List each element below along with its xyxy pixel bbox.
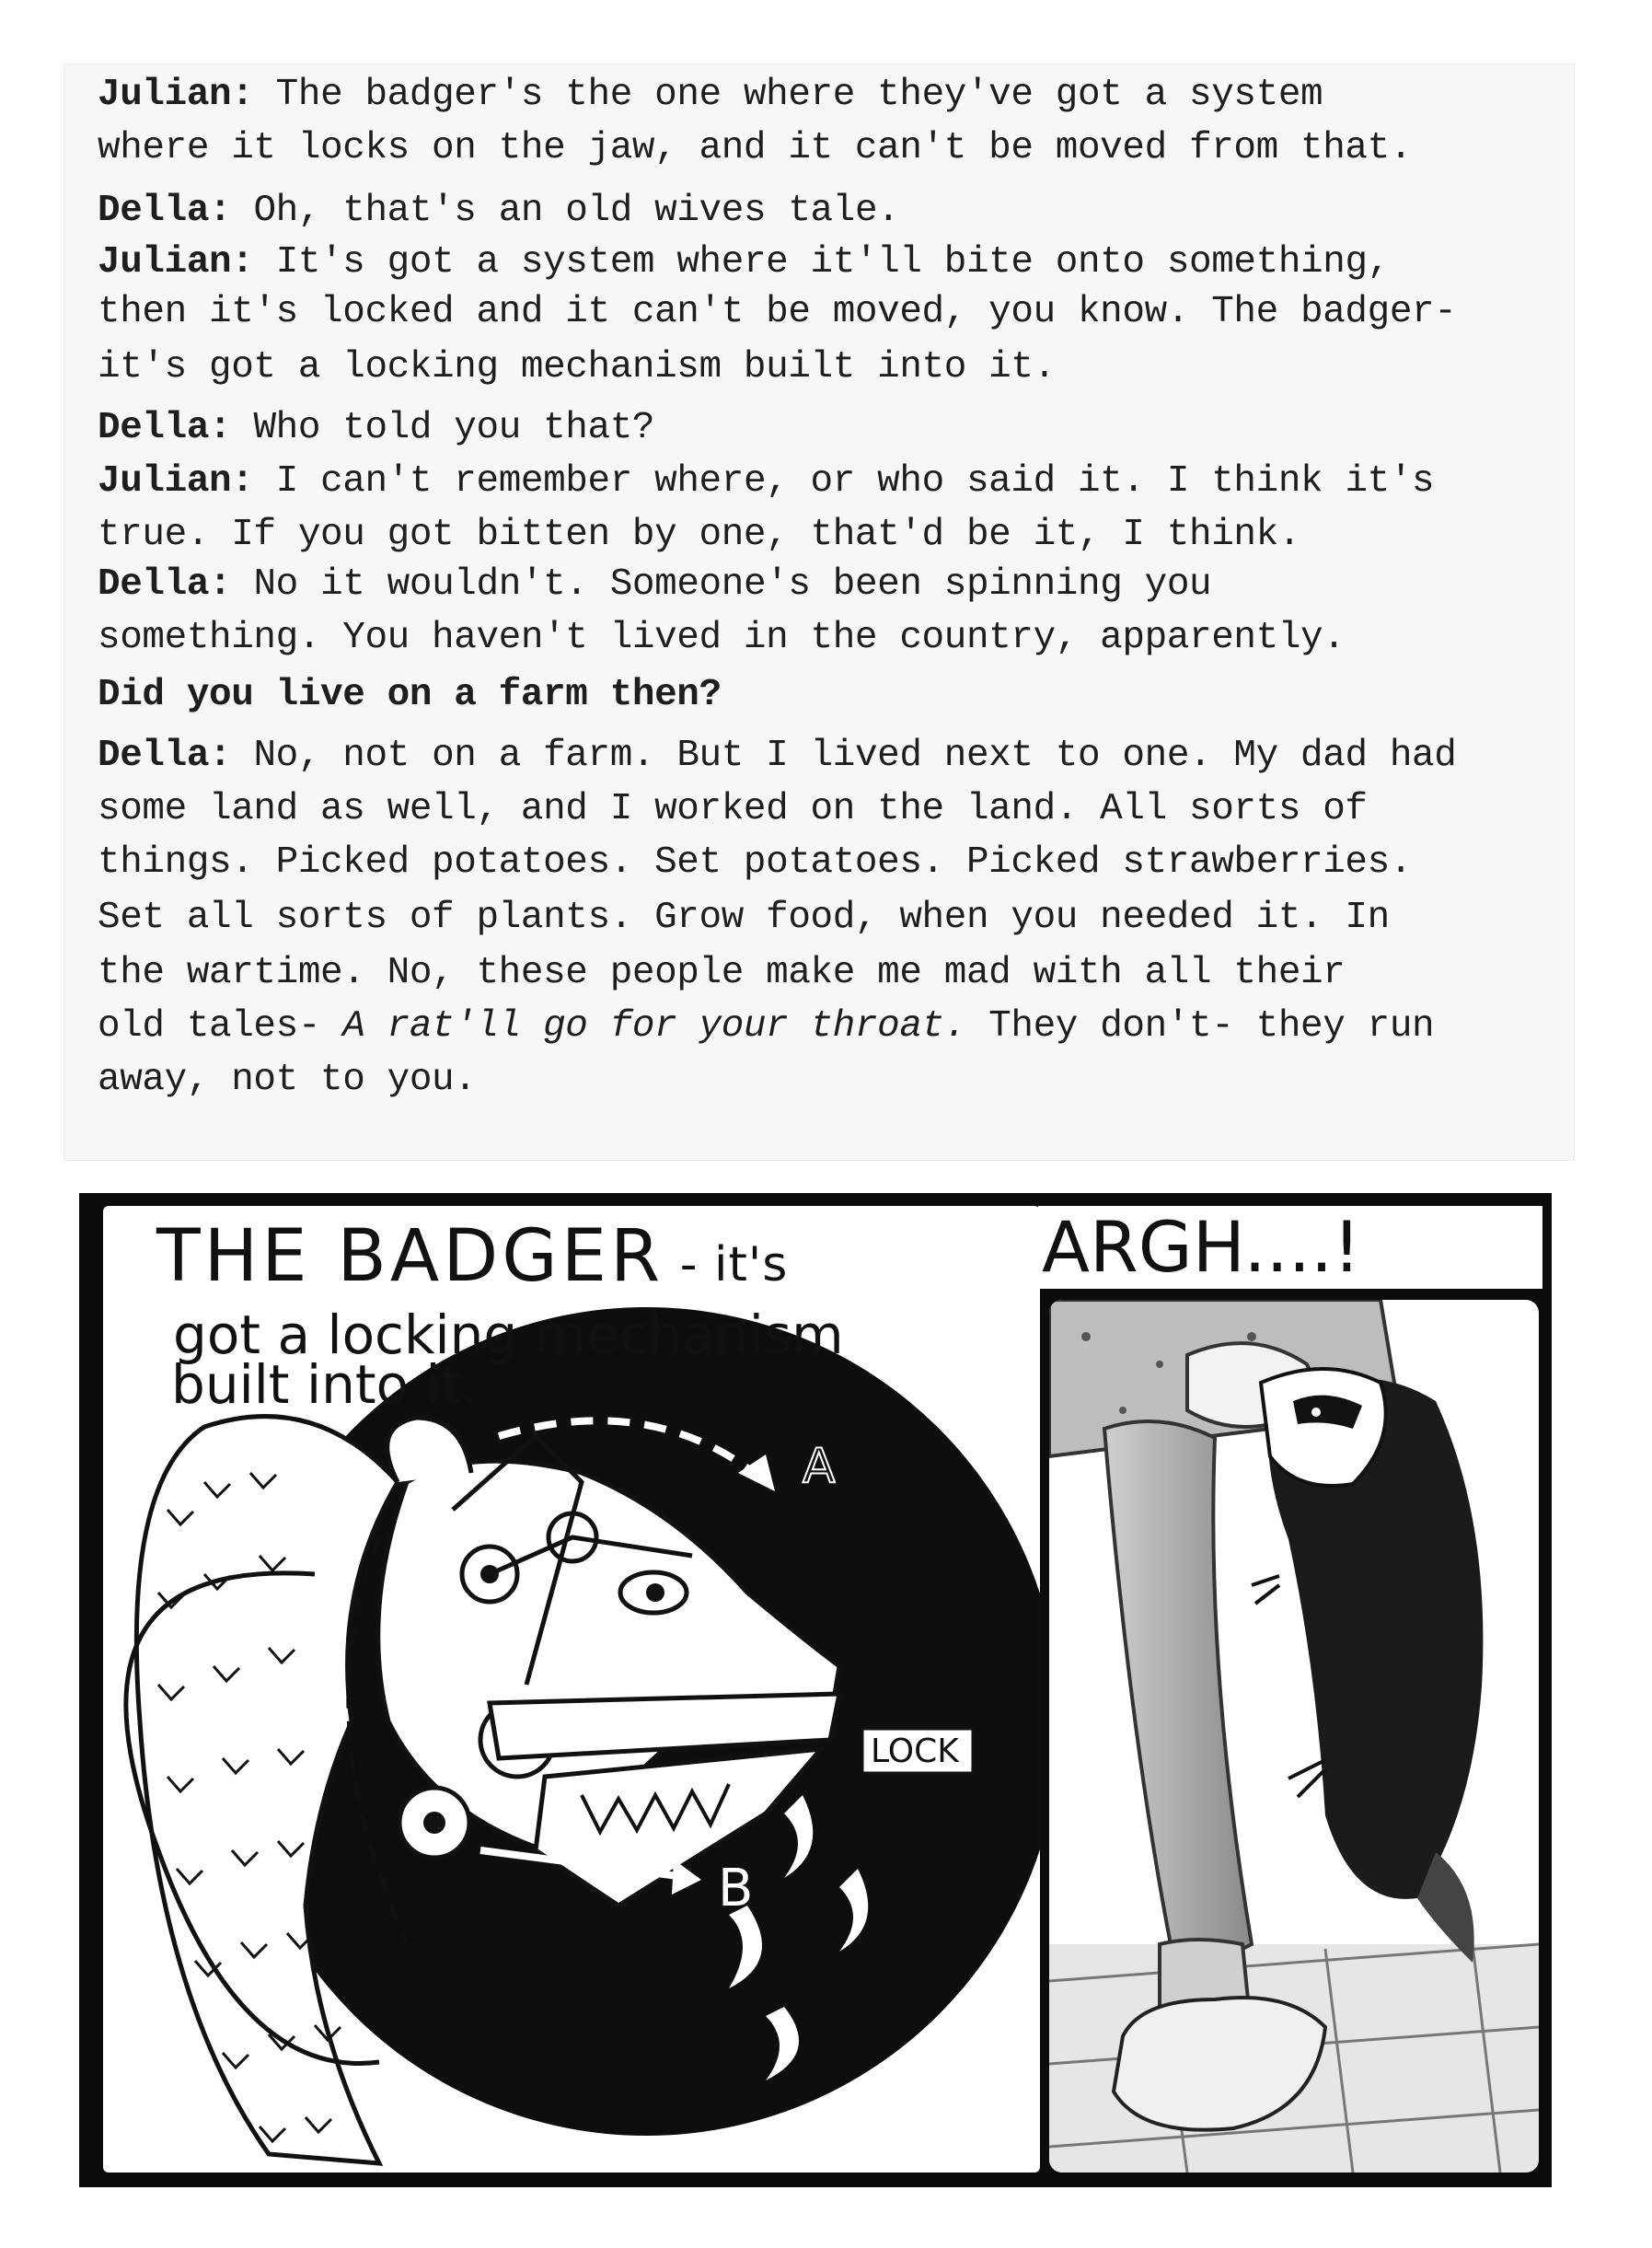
transcript-line — [98, 74, 1323, 116]
transcript-line — [98, 291, 1456, 333]
speaker-label: Julian: — [98, 241, 254, 284]
transcript-line — [98, 617, 1345, 659]
transcript-line — [98, 897, 1390, 939]
caption-heading — [156, 1215, 788, 1298]
transcript-line — [98, 788, 1368, 830]
dialogue-text: The badger's the one where they've got a system — [275, 74, 1323, 116]
label-lock: LOCK — [871, 1732, 959, 1770]
transcript-line — [98, 841, 1412, 884]
interviewer-question — [98, 674, 722, 716]
dialogue-text: the wartime. No, these people make me mad with all their — [98, 952, 1346, 994]
dialogue-text: They don't- they run — [965, 1005, 1435, 1048]
label-a: A — [803, 1439, 836, 1494]
dialogue-text: some land as well, and I worked on the land. All sorts of — [98, 788, 1368, 830]
comic-panel-right — [1049, 1300, 1539, 2173]
caption-line-3: built into it. — [171, 1353, 479, 1416]
transcript-line — [98, 514, 1300, 556]
dialogue-text: where it locks on the jaw, and it can't be moved from that. — [98, 127, 1413, 169]
dialogue-text: Who told you that? — [253, 407, 655, 449]
trouser-leg — [1104, 1421, 1252, 1981]
dialogue-text: Oh, that's an old wives tale. — [253, 190, 900, 232]
dialogue-text: away, not to you. — [98, 1059, 477, 1101]
dialogue-text: Set all sorts of plants. Grow food, when you needed it. In — [98, 897, 1390, 939]
transcript-line — [98, 1059, 476, 1101]
italic-quote: A rat'll go for your throat. — [342, 1005, 966, 1048]
transcript-line — [98, 460, 1434, 503]
speaker-label: Della: — [98, 190, 232, 232]
transcript-line — [98, 407, 654, 449]
transcript-line — [98, 563, 1211, 606]
dialogue-text: something. You haven't lived in the country, apparently. — [98, 617, 1346, 659]
dialogue-text: things. Picked potatoes. Set potatoes. Picked strawberries. — [98, 841, 1413, 884]
transcript-line — [98, 346, 1056, 388]
speaker-label: Della: — [98, 735, 232, 777]
dialogue-text: No, not on a farm. But I lived next to one. My dad had — [253, 735, 1457, 777]
caption-badger: THE BADGER — [156, 1215, 664, 1298]
speaker-label: Della: — [98, 563, 232, 606]
dialogue-text: true. If you got bitten by one, that'd be it, I think. — [98, 514, 1301, 556]
transcript-line — [98, 190, 899, 232]
badger-biting-leg-illustration — [1049, 1300, 1539, 2173]
badger-face — [1261, 1369, 1386, 1486]
dialogue-text: I can't remember where, or who said it. I think it's — [275, 460, 1435, 503]
dialogue-text: old tales- — [98, 1005, 343, 1048]
speaker-label: Julian: — [98, 74, 254, 116]
dialogue-text: then it's locked and it can't be moved, you know. The badger- — [98, 291, 1457, 333]
speaker-label: Julian: — [98, 460, 254, 503]
dialogue-text: it's got a locking mechanism built into it. — [98, 346, 1056, 388]
transcript-line — [98, 1005, 1434, 1048]
caption-line-2: got a locking mechanism — [173, 1304, 844, 1366]
label-b: B — [718, 1859, 754, 1918]
dialogue-text: Did you live on a farm then? — [98, 674, 722, 716]
transcript-line — [98, 735, 1456, 777]
transcript-line — [98, 952, 1345, 994]
dialogue-text: No it wouldn't. Someone's been spinning you — [253, 563, 1212, 606]
transcript-line — [98, 127, 1412, 169]
caption-dash: - it's — [664, 1237, 789, 1292]
transcript-line — [98, 241, 1390, 284]
speaker-label: Della: — [98, 407, 232, 449]
right-panel-caption: ARGH....! — [1042, 1206, 1361, 1288]
dialogue-text: It's got a system where it'll bite onto something, — [275, 241, 1390, 284]
